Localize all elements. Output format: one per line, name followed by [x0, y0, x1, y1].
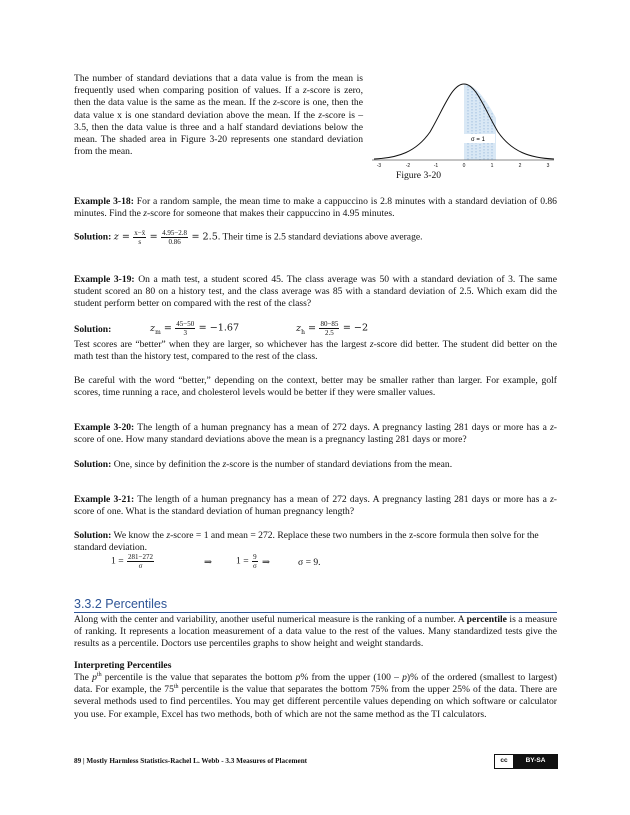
percentile-intro: Along with the center and variability, another useful numerical measure is the ranking of a number. A percentile is a measure of ranking. It represents a location measurement of a data value to the rest of the values. Many standardized tests give the results as a percentile. Doctors use percentiles graphs to show height and weight standards. — [74, 614, 557, 650]
subheading-interpreting-percentiles: Interpreting Percentiles — [74, 660, 172, 671]
cc-icon: cc — [495, 755, 514, 768]
normal-curve-svg — [368, 72, 558, 172]
cc-by-sa-label: BY-SA — [514, 755, 557, 768]
example-3-21-solution: Solution: We know the z-score = 1 and mean = 272. Replace these two numbers in the z-score formula then solve for the standard deviation. — [74, 530, 539, 554]
example-3-19: Example 3-19: On a math test, a student scored 45. The class average was 50 with a standard deviation of 3. The same student scored an 80 on a history test, and the class average was 85 with a standard deviation of 2.5. Which exam did the student perform better on compared with the rest of the class? — [74, 274, 557, 310]
normal-curve-figure — [368, 72, 558, 182]
example-3-19-solution: Solution: $z_m$ = $\frac{45-50}{3}$ = −1.67 $z_h$ = $\frac{80-85}{2.5}$ = −2 — [74, 320, 369, 337]
tick-label: 1 — [490, 163, 494, 169]
example-3-20: Example 3-20: The length of a human pregnancy has a mean of 272 days. A pregnancy lasting 281 days or more has a z-score of one. How many standard deviations above the mean is a pregnancy lasting 281 days or more? — [74, 422, 557, 446]
example-3-18-solution: Solution: z = $\frac{x-x̄}{s}$ = $\frac{4.95-2.8}{0.86}$ = 2.5. Their time is 2.5 standard deviations above average. — [74, 229, 423, 246]
example-3-18: Example 3-18: For a random sample, the mean time to make a cappuccino is 2.8 minutes with a standard deviation of 0.86 minutes. Find the z-score for someone that makes their cappuccino in 4.95 minutes. — [74, 196, 557, 220]
example-3-20-solution: Solution: One, since by definition the z-score is the number of standard deviations from the mean. — [74, 459, 453, 470]
example-label: Example 3-18: — [74, 196, 134, 207]
example-3-19-note: Be careful with the word “better,” depending on the context, better may be smaller rather than larger. For example, golf scores, time running a race, and cholesterol levels would be better if they were smaller values. — [74, 375, 557, 399]
tick-label: -2 — [405, 163, 411, 169]
tick-label: 3 — [546, 163, 550, 169]
example-3-19-explanation: Test scores are “better” when they are larger, so whichever has the largest z-score did better. The student did better on the math test than the history test, compared to the rest of the class. — [74, 339, 557, 363]
tick-label: 2 — [518, 163, 522, 169]
example-3-21-equations: 1 = $\frac{281-272}{\sigma}$ ⇒ 1 = $\frac{9}{\sigma}$ ⇒ σ = 9. — [111, 553, 321, 570]
tick-label: 0 — [462, 163, 466, 169]
tick-label: -3 — [376, 163, 382, 169]
percentile-definition: The $p^{th}$ percentile is the value that separates the bottom p% from the upper (100 – p)% of the ordered (smallest to largest) data. For example, the 75th percentile is the value that separates the bottom 75% from the upper 25% of the data. There are several methods used to find percentiles. You may get different percentile values depending on which software or calculator you use. For example, Excel has two methods, both of which are not the same method as the TI calculators. — [74, 671, 557, 720]
intro-paragraph: The number of standard deviations that a data value is from the mean is frequently used when comparing position of values. If a z-score is zero, then the data value is the same as the mean. If the z-score is one, then the data value x is one standard deviation above the mean. If the z-score is –3.5, then the data value is three and a half standard deviations below the mean. The shaded area in Figure 3-20 represents one standard deviation from the mean. — [74, 73, 363, 158]
figure-caption: Figure 3-20 — [396, 170, 442, 181]
tick-label: -1 — [433, 163, 439, 169]
sigma-label: σ = 1 — [471, 137, 485, 143]
cc-license-badge — [494, 754, 558, 769]
page-footer: 89 | Mostly Harmless Statistics-Rachel L. Webb - 3.3 Measures of Placement — [74, 757, 308, 765]
example-3-21: Example 3-21: The length of a human pregnancy has a mean of 272 days. A pregnancy lasting 281 days or more has a z-score of one. What is the standard deviation of human pregnancy length? — [74, 494, 557, 518]
section-heading: 3.3.2 Percentiles — [74, 598, 557, 613]
shaded-region — [464, 84, 496, 160]
